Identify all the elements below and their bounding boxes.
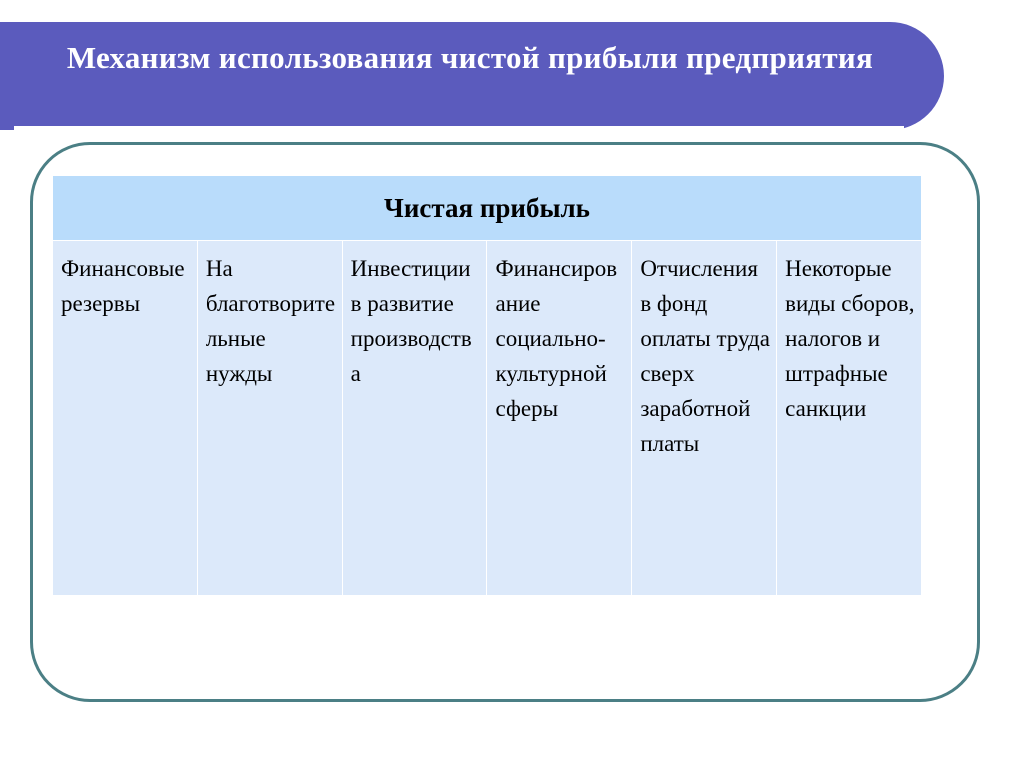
table-header-row	[53, 176, 922, 241]
table-cell-social-culture: Финансирование социально-культурной сферы	[487, 241, 632, 596]
profit-table-container	[52, 175, 922, 596]
table-row	[53, 241, 922, 596]
title-banner	[0, 22, 944, 130]
table-cell-investments: Инвестиции в развитие производства	[342, 241, 487, 596]
table-cell-charity: На благотворительные нужды	[197, 241, 342, 596]
table-cell-wage-fund: Отчисления в фонд оплаты труда сверх заработной платы	[632, 241, 777, 596]
table-cell-taxes-fines: Некоторые виды сборов, налогов и штрафные санкции	[777, 241, 922, 596]
page-title: Механизм использования чистой прибыли предприятия	[66, 40, 874, 75]
table-header-title: Чистая прибыль	[53, 176, 922, 241]
table-cell-financial-reserves: Финансовые резервы	[53, 241, 198, 596]
title-underline	[14, 126, 904, 133]
profit-table	[52, 175, 922, 596]
